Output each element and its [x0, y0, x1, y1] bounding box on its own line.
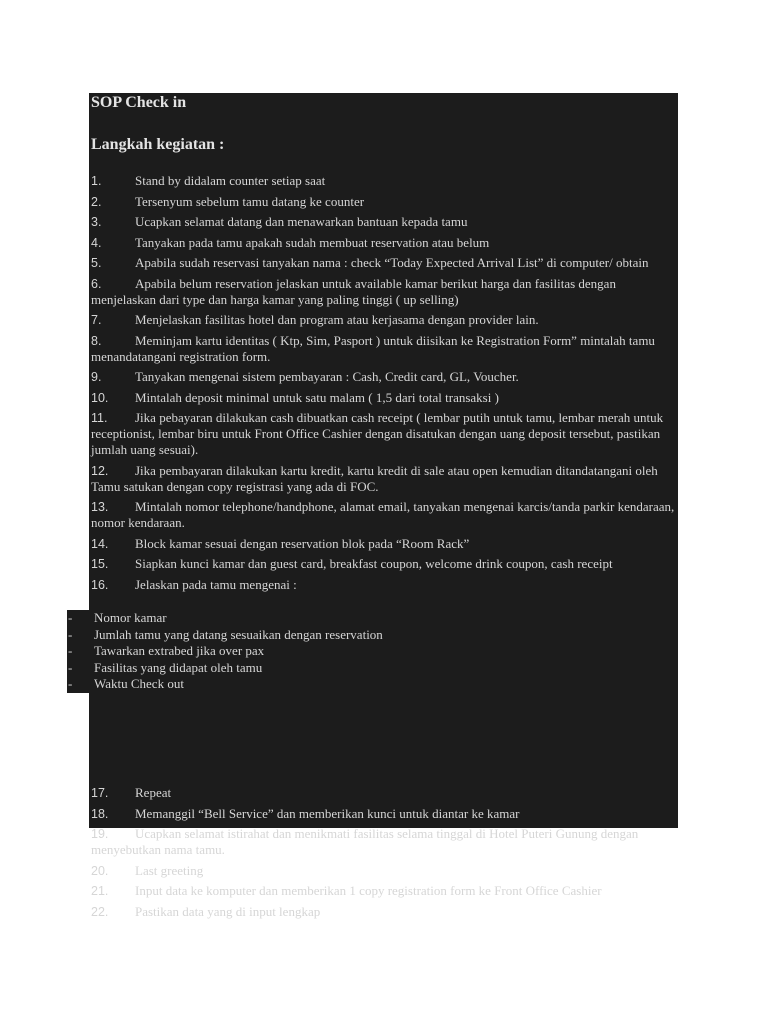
step-number: 14. — [91, 536, 109, 551]
step-text: Tersenyum sebelum tamu datang ke counter — [135, 193, 365, 209]
list-item — [89, 255, 678, 271]
dash-bullet: - — [68, 676, 73, 692]
step-text: Ucapkan selamat istirahat dan menikmati fasilitas selama tinggal di Hotel Puteri Gunung dengan menyebutkan nama tamu. — [91, 826, 639, 857]
step-number: 1. — [91, 174, 102, 188]
step-text: Meminjam kartu identitas ( Ktp, Sim, Pasport ) untuk diisikan ke Registration Form” mintalah tamu menandatangani registration form. — [91, 332, 655, 364]
step-number: 7. — [91, 313, 102, 327]
step-number: 2. — [91, 194, 102, 209]
list-item — [89, 369, 678, 385]
dash-bullet: - — [68, 610, 73, 625]
list-item — [89, 235, 678, 251]
step-text: Last greeting — [135, 862, 204, 878]
sop-document — [89, 93, 678, 919]
dash-bullet: - — [68, 643, 73, 659]
step-number: 19. — [91, 827, 109, 841]
step-text: Apabila sudah reservasi tanyakan nama : check “Today Expected Arrival List” di computer/ obtain — [135, 255, 649, 270]
step-text: Siapkan kunci kamar dan guest card, breakfast coupon, welcome drink coupon, cash receipt — [135, 556, 613, 571]
step-text: Pastikan data yang di input lengkap — [135, 903, 321, 919]
list-item — [89, 312, 678, 328]
step-number: 22. — [91, 904, 109, 919]
list-item — [89, 785, 678, 801]
sub-item-text: Fasilitas yang didapat oleh tamu — [94, 659, 263, 675]
document-title: SOP Check in — [91, 94, 187, 111]
list-item — [89, 577, 678, 593]
step-number: 21. — [91, 884, 109, 898]
sub-item-text: Waktu Check out — [94, 676, 184, 692]
list-item — [89, 410, 678, 458]
list-item — [89, 806, 678, 822]
step-text: Mintalah deposit minimal untuk satu malam ( 1,5 dari total transaksi ) — [135, 389, 499, 405]
list-item — [89, 904, 678, 920]
list-item — [89, 390, 678, 406]
sub-item-text: Nomor kamar — [94, 610, 167, 625]
step-number: 11. — [91, 411, 108, 425]
sub-item-text: Tawarkan extrabed jika over pax — [94, 643, 265, 659]
list-item — [89, 826, 678, 858]
list-item — [89, 276, 678, 308]
step-number: 17. — [91, 786, 109, 800]
step-text: Menjelaskan fasilitas hotel dan program atau kerjasama dengan provider lain. — [135, 312, 539, 327]
list-item — [89, 173, 678, 189]
step-number: 4. — [91, 235, 102, 250]
sub-item-text: Jumlah tamu yang datang sesuaikan dengan reservation — [94, 626, 383, 642]
step-text: Mintalah nomor telephone/handphone, alamat email, tanyakan mengenai karcis/tanda parkir kendaraan, nomor kendaraan. — [91, 499, 675, 530]
list-item — [89, 194, 678, 210]
step-number: 9. — [91, 370, 102, 384]
step-text: Jelaskan pada tamu mengenai : — [135, 576, 297, 592]
step-number: 20. — [91, 863, 109, 878]
step-number: 18. — [91, 806, 109, 821]
step-number: 8. — [91, 333, 102, 348]
list-item — [89, 883, 678, 899]
sub-item — [67, 660, 407, 677]
section-heading: Langkah kegiatan : — [91, 136, 225, 153]
step-text: Stand by didalam counter setiap saat — [135, 173, 326, 188]
list-item — [89, 863, 678, 879]
list-item — [89, 333, 678, 365]
step-text: Repeat — [135, 785, 172, 800]
step-number: 12. — [91, 463, 109, 478]
step-text: Apabila belum reservation jelaskan untuk available kamar berikut harga dan fasilitas dengan menjelaskan dari type dan harga kamar yang paling tinggi ( up selling) — [91, 275, 616, 307]
sub-item — [67, 643, 407, 660]
list-item — [89, 214, 678, 230]
step-text: Memanggil “Bell Service” dan memberikan kunci untuk diantar ke kamar — [135, 805, 520, 821]
list-item — [89, 556, 678, 572]
step-number: 6. — [91, 276, 102, 291]
step-text: Block kamar sesuai dengan reservation blok pada “Room Rack” — [135, 535, 470, 551]
step-number: 13. — [91, 500, 109, 514]
step-number: 5. — [91, 256, 102, 270]
step-number: 10. — [91, 390, 109, 405]
step-text: Tanyakan mengenai sistem pembayaran : Cash, Credit card, GL, Voucher. — [135, 369, 519, 384]
steps-list-continued — [89, 785, 678, 924]
steps-list — [89, 173, 678, 597]
list-item — [89, 536, 678, 552]
dash-bullet: - — [68, 659, 73, 675]
step-text: Jika pembayaran dilakukan kartu kredit, kartu kredit di sale atau open kemudian ditandatangani oleh Tamu satukan dengan copy registrasi yang ada di FOC. — [91, 462, 658, 494]
step-text: Ucapkan selamat datang dan menawarkan bantuan kepada tamu — [135, 214, 468, 229]
step-text: Input data ke komputer dan memberikan 1 copy registration form ke Front Office Cashier — [135, 883, 602, 898]
sub-item — [67, 627, 407, 644]
step-number: 15. — [91, 557, 109, 571]
list-item — [89, 463, 678, 495]
step-text: Jika pebayaran dilakukan cash dibuatkan cash receipt ( lembar putih untuk tamu, lembar merah untuk receptionist, lembar biru untuk Front Office Cashier dengan disatukan dengan uang deposit tersebut, pastikan jumlah uang sesuai). — [91, 410, 664, 457]
sub-item — [67, 676, 407, 693]
sub-item — [67, 610, 407, 627]
step-number: 3. — [91, 215, 102, 229]
step-number: 16. — [91, 577, 109, 592]
list-item — [89, 499, 678, 531]
sub-item-text-list — [67, 610, 407, 693]
step-text: Tanyakan pada tamu apakah sudah membuat reservation atau belum — [135, 234, 490, 250]
dash-bullet: - — [68, 626, 73, 642]
